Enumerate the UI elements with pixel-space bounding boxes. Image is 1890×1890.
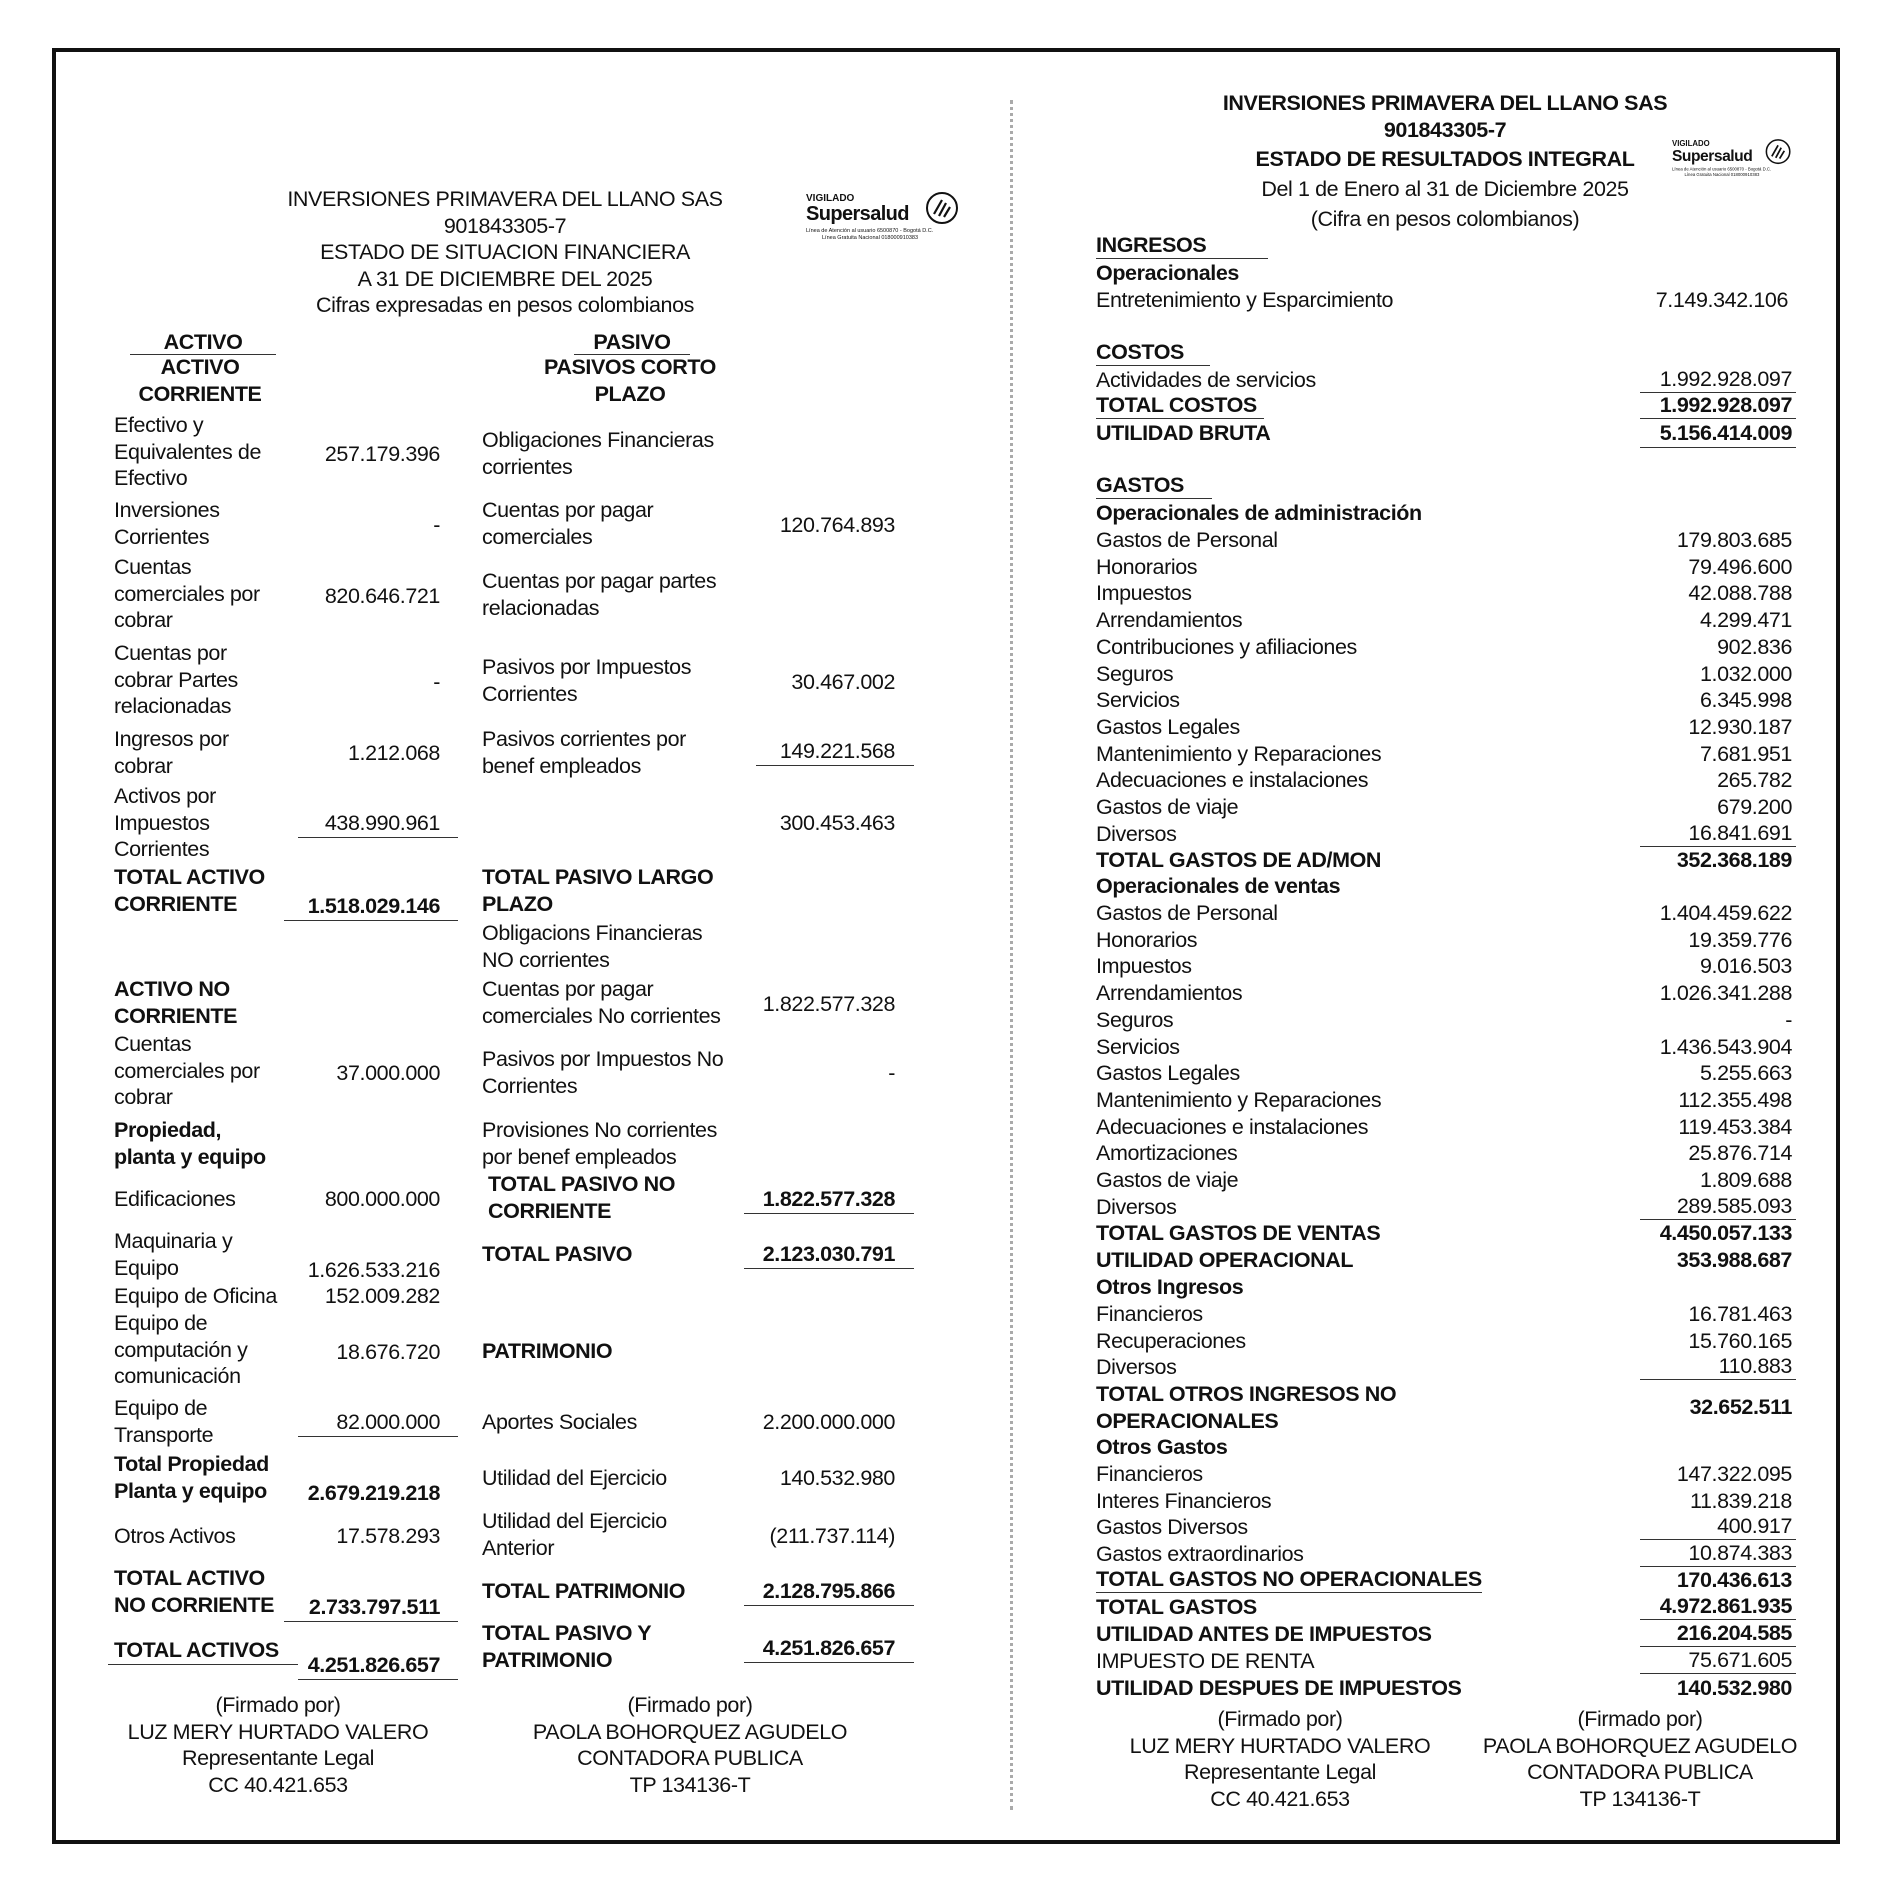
income-row-value: 679.200: [1717, 795, 1792, 819]
otros-ingresos-header: Otros Ingresos: [1096, 1275, 1244, 1299]
activo-corriente-label-5: Activos por Impuestos Corrientes: [114, 784, 216, 861]
patrimonio-label-1: Utilidad del Ejercicio: [482, 1466, 667, 1490]
total-ventas-label: TOTAL GASTOS DE VENTAS: [1096, 1221, 1381, 1245]
total-patrimonio-value: 2.128.795.866: [744, 1578, 914, 1606]
pasivo-header: PASIVO: [574, 330, 690, 355]
total-activo-no-corriente-label: TOTAL ACTIVO NO CORRIENTE: [114, 1566, 275, 1617]
balance-nit: 901843305-7: [443, 213, 567, 238]
pasivo-largo-label-1: Cuentas por pagar comerciales No corrientes: [482, 977, 721, 1028]
total-pasivo-patrimonio-value: 4.251.826.657: [744, 1635, 914, 1663]
income-row-label: Diversos: [1096, 821, 1177, 846]
total-pasivo-value: 2.123.030.791: [744, 1241, 914, 1269]
income-row-value: 119.453.384: [1678, 1114, 1792, 1139]
income-company: INVERSIONES PRIMAVERA DEL LLANO SAS: [1222, 91, 1668, 115]
pasivo-largo-value-1: 1.822.577.328: [762, 992, 895, 1016]
income-row-label: Gastos de Personal: [1096, 528, 1278, 552]
ingresos-header: INGRESOS: [1096, 233, 1268, 259]
pasivo-corto-label-1: Cuentas por pagar comerciales: [482, 498, 654, 549]
income-row-value: 25.876.714: [1688, 1141, 1792, 1166]
income-row-label: Financieros: [1096, 1462, 1203, 1486]
total-otros-ingresos-label: TOTAL OTROS INGRESOS NO OPERACIONALES: [1096, 1382, 1397, 1433]
income-row-label: Gastos Legales: [1096, 714, 1240, 739]
income-row-value: 147.322.095: [1676, 1462, 1792, 1486]
otros-gastos-header: Otros Gastos: [1096, 1435, 1228, 1459]
balance-date: A 31 DE DICIEMBRE DEL 2025: [357, 266, 653, 291]
income-row-value: 4.299.471: [1699, 608, 1792, 633]
total-pasivo-no-corriente-label: TOTAL PASIVO NO CORRIENTE: [488, 1172, 676, 1223]
pasivo-largo-label-0: Obligacions Financieras NO corrientes: [482, 921, 703, 972]
income-row-label: Amortizaciones: [1096, 1141, 1238, 1166]
income-row-label: Adecuaciones e instalaciones: [1096, 1114, 1369, 1139]
patrimonio-value-1: 140.532.980: [779, 1466, 895, 1490]
total-costos-label: TOTAL COSTOS: [1096, 393, 1264, 419]
ppe-value-4: 82.000.000: [298, 1409, 458, 1437]
total-pasivo-patrimonio-label: TOTAL PASIVO Y PATRIMONIO: [482, 1621, 652, 1672]
ppe-value-0: 800.000.000: [324, 1187, 440, 1211]
ppe-value-2: 152.009.282: [324, 1284, 440, 1308]
income-row-value: 110.883: [1640, 1354, 1796, 1380]
income-row-value: 1.032.000: [1699, 661, 1792, 686]
income-row-label: Mantenimiento y Reparaciones: [1096, 1087, 1382, 1112]
ppe-label-2: Equipo de Oficina: [114, 1284, 277, 1308]
ppe-header: Propiedad, planta y equipo: [114, 1118, 266, 1169]
impuesto-renta-label: IMPUESTO DE RENTA: [1096, 1649, 1315, 1673]
income-row-label: Financieros: [1096, 1302, 1203, 1326]
income-row-value: 1.436.543.904: [1659, 1034, 1792, 1059]
income-row-label: Servicios: [1096, 688, 1180, 713]
total-activo-no-corriente-value: 2.733.797.511: [284, 1594, 458, 1622]
income-row-value: 11.839.218: [1689, 1488, 1792, 1513]
income-row-value: 265.782: [1717, 768, 1792, 793]
ppe-label-0: Edificaciones: [114, 1187, 236, 1211]
income-row-value: 179.803.685: [1676, 528, 1792, 552]
pasivo-largo-value-2: -: [888, 1061, 895, 1085]
income-row-label: Mantenimiento y Reparaciones: [1096, 741, 1382, 766]
signature-acc-right: (Firmado por) PAOLA BOHORQUEZ AGUDELO CONTADORA PUBLICA TP 134136-T: [1482, 1707, 1798, 1811]
utilidad-antes-label: UTILIDAD ANTES DE IMPUESTOS: [1096, 1622, 1432, 1646]
income-title: ESTADO DE RESULTADOS INTEGRAL: [1255, 147, 1635, 171]
total-ppe-label: Total Propiedad Planta y equipo: [114, 1452, 269, 1503]
total-ppe-value: 2.679.219.218: [307, 1481, 440, 1505]
activo-corriente-header: ACTIVO CORRIENTE: [138, 355, 262, 406]
utilidad-bruta-value: 5.156.414.009: [1640, 420, 1796, 448]
ppe-value-1: 1.626.533.216: [307, 1258, 440, 1282]
ppe-value-3: 18.676.720: [336, 1340, 440, 1364]
activo-corriente-value-1: -: [433, 513, 440, 537]
activo-corriente-label-3: Cuentas por cobrar Partes relacionadas: [114, 641, 238, 718]
total-admin-value: 352.368.189: [1676, 848, 1792, 872]
income-row-label: Impuestos: [1096, 954, 1192, 979]
ppe-label-4: Equipo de Transporte: [114, 1396, 214, 1447]
signature-rep-right: (Firmado por) LUZ MERY HURTADO VALERO Representante Legal CC 40.421.653: [1129, 1707, 1431, 1811]
signature-acc-left: (Firmado por) PAOLA BOHORQUEZ AGUDELO CONTADORA PUBLICA TP 134136-T: [532, 1693, 848, 1797]
total-admin-label: TOTAL GASTOS DE AD/MON: [1096, 848, 1382, 872]
utilidad-despues-value: 140.532.980: [1676, 1676, 1792, 1700]
pasivo-largo-header: TOTAL PASIVO LARGO PLAZO: [482, 865, 714, 916]
income-period: Del 1 de Enero al 31 de Diciembre 2025: [1261, 177, 1629, 201]
impuesto-renta-value: 75.671.605: [1640, 1648, 1796, 1674]
patrimonio-value-2: (211.737.114): [769, 1524, 895, 1548]
total-otros-ingresos-value: 32.652.511: [1689, 1395, 1792, 1419]
utilidad-bruta-label: UTILIDAD BRUTA: [1096, 421, 1271, 445]
otros-activos-label: Otros Activos: [114, 1524, 236, 1548]
supersalud-logo-right: VIGILADO Supersalud Línea de Atención al usuario 6500870 - Bogotá D.C. Línea Gratuita Nacional 018000910383: [1672, 136, 1789, 184]
activo-header: ACTIVO: [130, 330, 276, 355]
entretenimiento-label: Entretenimiento y Esparcimiento: [1096, 288, 1394, 312]
income-row-label: Contribuciones y afiliaciones: [1096, 634, 1357, 659]
total-pasivo-no-corriente-value: 1.822.577.328: [744, 1186, 914, 1214]
income-currency-note: (Cifra en pesos colombianos): [1310, 207, 1580, 231]
income-row-value: 289.585.093: [1640, 1194, 1796, 1220]
income-row-value: 16.841.691: [1640, 821, 1796, 847]
total-activo-corriente-label: TOTAL ACTIVO CORRIENTE: [114, 865, 265, 916]
column-divider: [1010, 100, 1013, 1810]
income-row-value: 16.781.463: [1688, 1302, 1792, 1326]
utilidad-operacional-label: UTILIDAD OPERACIONAL: [1096, 1248, 1354, 1272]
pasivo-corto-value-1: 120.764.893: [779, 513, 895, 537]
patrimonio-header: PATRIMONIO: [482, 1339, 613, 1363]
income-row-label: Adecuaciones e instalaciones: [1096, 768, 1369, 793]
pasivo-corto-value-3: 30.467.002: [791, 670, 895, 694]
income-row-label: Seguros: [1096, 661, 1174, 686]
costos-header: COSTOS: [1096, 340, 1210, 366]
pasivo-corto-label-0: Obligaciones Financieras corrientes: [482, 428, 714, 479]
actividades-label: Actividades de servicios: [1096, 368, 1316, 392]
income-row-value: 400.917: [1640, 1514, 1796, 1540]
income-row-label: Diversos: [1096, 1194, 1177, 1219]
patrimonio-value-0: 2.200.000.000: [762, 1410, 895, 1434]
activo-corriente-label-1: Inversiones Corrientes: [114, 498, 220, 549]
total-costos-value: 1.992.928.097: [1640, 393, 1796, 419]
income-row-label: Gastos de viaje: [1096, 795, 1239, 819]
balance-title: ESTADO DE SITUACION FINANCIERA: [320, 240, 690, 264]
actividades-value: 1.992.928.097: [1640, 367, 1796, 393]
income-row-label: Servicios: [1096, 1034, 1180, 1059]
income-row-value: 42.088.788: [1688, 581, 1792, 606]
income-row-value: 1.404.459.622: [1659, 901, 1792, 925]
activo-corriente-value-2: 820.646.721: [324, 584, 440, 608]
total-activos-label: TOTAL ACTIVOS: [108, 1637, 298, 1665]
income-row-value: 19.359.776: [1688, 927, 1792, 952]
activo-corriente-label-2: Cuentas comerciales por cobrar: [114, 555, 260, 632]
total-activos-value: 4.251.826.657: [298, 1652, 458, 1680]
ppe-label-1: Maquinaria y Equipo: [114, 1229, 233, 1280]
income-row-value: 10.874.383: [1640, 1541, 1796, 1567]
income-row-label: Honorarios: [1096, 927, 1198, 952]
income-row-label: Gastos Diversos: [1096, 1515, 1248, 1540]
income-row-value: 902.836: [1717, 634, 1792, 659]
patrimonio-label-0: Aportes Sociales: [482, 1410, 637, 1434]
income-row-label: Seguros: [1096, 1007, 1174, 1032]
cxc-no-corriente-label: Cuentas comerciales por cobrar: [114, 1032, 260, 1109]
operacionales-header: Operacionales: [1096, 261, 1239, 285]
total-pasivo-label: TOTAL PASIVO: [482, 1242, 633, 1266]
total-ventas-value: 4.450.057.133: [1659, 1221, 1792, 1245]
income-row-value: 1.026.341.288: [1659, 981, 1792, 1006]
cxc-no-corriente-value: 37.000.000: [336, 1061, 440, 1085]
income-row-label: Gastos de viaje: [1096, 1168, 1239, 1192]
pasivo-largo-label-2: Pasivos por Impuestos No Corrientes: [482, 1047, 724, 1098]
balance-header: [280, 186, 730, 319]
income-row-value: 15.760.165: [1688, 1328, 1792, 1353]
income-row-label: Honorarios: [1096, 554, 1198, 579]
entretenimiento-value: 7.149.342.106: [1655, 288, 1788, 312]
income-nit: 901843305-7: [1383, 118, 1507, 142]
ppe-label-3: Equipo de computación y comunicación: [114, 1311, 248, 1388]
income-row-label: Arrendamientos: [1096, 981, 1243, 1006]
supersalud-swirl-icon: [1764, 138, 1792, 166]
activo-corriente-value-4: 1.212.068: [347, 741, 440, 765]
pasivo-largo-label-3: Provisiones No corrientes por benef empleados: [482, 1118, 717, 1169]
income-row-value: 79.496.600: [1688, 554, 1792, 579]
total-gastos-no-op-label: TOTAL GASTOS NO OPERACIONALES: [1096, 1567, 1482, 1591]
activo-corriente-label-4: Ingresos por cobrar: [114, 727, 229, 778]
utilidad-antes-value: 216.204.585: [1640, 1621, 1796, 1647]
utilidad-operacional-value: 353.988.687: [1676, 1248, 1792, 1272]
balance-company: INVERSIONES PRIMAVERA DEL LLANO SAS: [287, 187, 723, 211]
activo-corriente-value-3: -: [433, 670, 440, 694]
income-row-label: Gastos extraordinarios: [1096, 1542, 1304, 1567]
income-row-value: 12.930.187: [1688, 714, 1792, 739]
total-gastos-label: TOTAL GASTOS: [1096, 1595, 1257, 1619]
pasivo-corto-label-3: Pasivos por Impuestos Corrientes: [482, 655, 692, 706]
activo-corriente-label-0: Efectivo y Equivalentes de Efectivo: [114, 413, 261, 490]
ventas-header: Operacionales de ventas: [1096, 874, 1341, 898]
admin-header: Operacionales de administración: [1096, 501, 1422, 525]
pasivo-corto-label-2: Cuentas por pagar partes relacionadas: [482, 569, 717, 620]
pasivo-corto-value-4: 149.221.568: [756, 738, 914, 766]
income-row-value: 6.345.998: [1699, 688, 1792, 713]
income-row-label: Gastos de Personal: [1096, 901, 1278, 925]
otros-activos-value: 17.578.293: [336, 1524, 440, 1548]
pasivo-corto-header: PASIVOS CORTO PLAZO: [543, 355, 716, 406]
signature-rep-left: (Firmado por) LUZ MERY HURTADO VALERO Representante Legal CC 40.421.653: [127, 1693, 429, 1797]
supersalud-swirl-icon: [924, 190, 960, 226]
pasivo-corto-label-4: Pasivos corrientes por benef empleados: [482, 727, 686, 778]
income-row-label: Diversos: [1096, 1355, 1177, 1380]
income-row-label: Recuperaciones: [1096, 1328, 1246, 1353]
income-row-label: Impuestos: [1096, 581, 1192, 606]
income-row-value: 7.681.951: [1699, 741, 1792, 766]
income-row-label: Gastos Legales: [1096, 1061, 1240, 1086]
patrimonio-label-2: Utilidad del Ejercicio Anterior: [482, 1509, 667, 1560]
balance-currency-note: Cifras expresadas en pesos colombianos: [316, 293, 694, 317]
income-row-value: 112.355.498: [1678, 1087, 1792, 1112]
activo-corriente-value-0: 257.179.396: [324, 442, 440, 466]
utilidad-despues-label: UTILIDAD DESPUES DE IMPUESTOS: [1096, 1676, 1462, 1700]
total-gastos-no-op-value: 170.436.613: [1676, 1568, 1792, 1592]
total-patrimonio-label: TOTAL PATRIMONIO: [482, 1579, 686, 1603]
gastos-header: GASTOS: [1096, 473, 1212, 499]
total-activo-corriente-value: 1.518.029.146: [284, 893, 458, 921]
income-row-value: 1.809.688: [1699, 1168, 1792, 1192]
activo-corriente-value-5: 438.990.961: [298, 810, 458, 838]
total-gastos-value: 4.972.861.935: [1640, 1594, 1796, 1620]
income-row-value: 5.255.663: [1699, 1061, 1792, 1086]
supersalud-logo-left: VIGILADO Supersalud Línea de Atención al usuario 6500870 - Bogotá D.C. Línea Gratuita Nacional 018000910383: [806, 188, 956, 250]
income-row-label: Arrendamientos: [1096, 608, 1243, 633]
income-row-value: 9.016.503: [1699, 954, 1792, 979]
activo-no-corriente-header: ACTIVO NO CORRIENTE: [114, 977, 238, 1028]
income-row-label: Interes Financieros: [1096, 1488, 1272, 1513]
subtotal-pasivo-corto: 300.453.463: [779, 811, 895, 835]
income-row-value: -: [1785, 1007, 1792, 1032]
